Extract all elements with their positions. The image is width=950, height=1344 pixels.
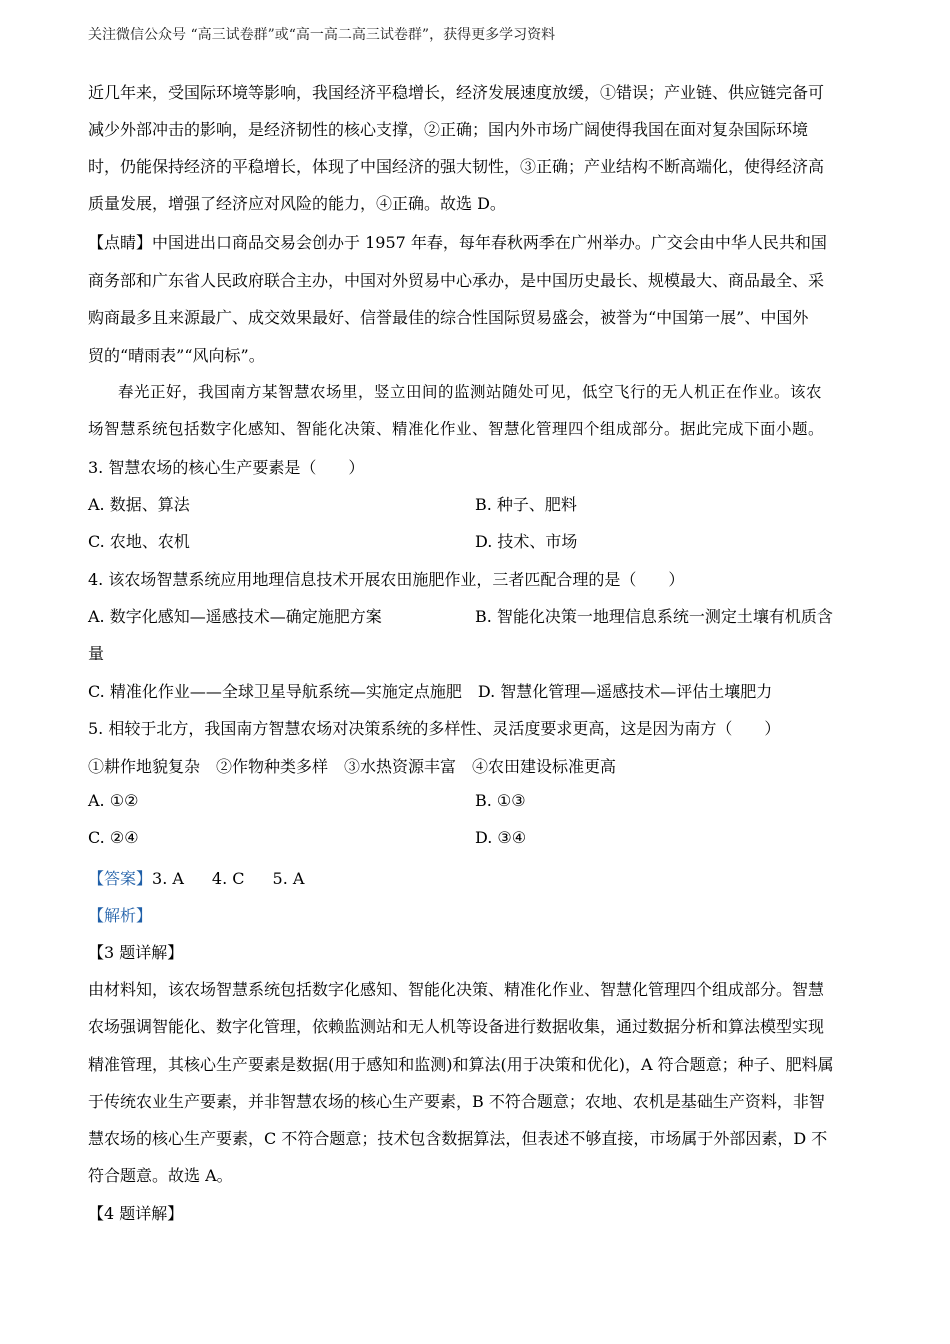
detail3-line-1: 由材料知，该农场智慧系统包括数字化感知、智能化决策、精准化作业、智慧化管理四个组成部分。智慧	[88, 980, 825, 999]
q5-stem: 5. 相较于北方，我国南方智慧农场对决策系统的多样性、灵活度要求更高，这是因为南方（ ）	[88, 719, 781, 738]
q5-option-b: B. ①③	[475, 791, 526, 810]
q3-stem: 3. 智慧农场的核心生产要素是（ ）	[88, 458, 365, 477]
dianjing-line-3: 购商最多且来源最广、成交效果最好、信誉最佳的综合性国际贸易盛会，被誉为“中国第一展”、中国外	[88, 308, 809, 327]
analysis-tag: 【解析】	[88, 906, 153, 925]
answer-5: 5. A	[272, 869, 305, 888]
answer-line	[88, 866, 868, 889]
answer-4: 4. C	[211, 869, 245, 888]
intro-line-4: 质量发展，增强了经济应对风险的能力，④正确。故选 D。	[88, 194, 506, 213]
q3-option-a: A. 数据、算法	[88, 495, 190, 514]
dianjing-line-4: 贸的“晴雨表”“风向标”。	[88, 346, 265, 365]
intro-line-2: 减少外部冲击的影响，是经济韧性的核心支撑，②正确；国内外市场广阔使得我国在面对复杂国际环境	[88, 120, 809, 139]
q3-option-c: C. 农地、农机	[88, 532, 190, 551]
q5-option-c: C. ②④	[88, 828, 139, 847]
intro-line-1: 近几年来，受国际环境等影响，我国经济平稳增长，经济发展速度放缓，①错误；产业链、供应链完备可	[88, 83, 825, 102]
detail3-line-2: 农场强调智能化、数字化管理，依赖监测站和无人机等设备进行数据收集，通过数据分析和算法模型实现	[88, 1017, 825, 1036]
detail3-line-4: 于传统农业生产要素，并非智慧农场的核心生产要素，B 不符合题意；农地、农机是基础生产资料，非智	[88, 1092, 825, 1111]
dianjing-tag: 【点睛】	[88, 233, 153, 252]
q4-option-a: A. 数字化感知—遥感技术—确定施肥方案	[88, 607, 382, 626]
material-line-1: 春光正好，我国南方某智慧农场里，竖立田间的监测站随处可见，低空飞行的无人机正在作业。该农	[118, 383, 823, 401]
q5-option-d: D. ③④	[475, 828, 527, 847]
intro-line-3: 时，仍能保持经济的平稳增长，体现了中国经济的强大韧性，③正确；产业结构不断高端化，使得经济高	[88, 157, 825, 176]
detail3-line-3: 精准管理，其核心生产要素是数据(用于感知和监测)和算法(用于决策和优化)，A 符合题意；种子、肥料属	[88, 1055, 834, 1074]
detail4-tag: 【4 题详解】	[88, 1204, 184, 1223]
q3-option-b: B. 种子、肥料	[475, 495, 577, 514]
q4-option-b: B. 智能化决策一地理信息系统一测定土壤有机质含	[475, 607, 833, 626]
material-line-2: 场智慧系统包括数字化感知、智能化决策、精准化作业、智慧化管理四个组成部分。据此完成下面小题。	[88, 420, 825, 438]
q5-option-a: A. ①②	[88, 791, 139, 810]
header-note: 关注微信公众号 “高三试卷群”或“高一高二高三试卷群”，获得更多学习资料	[88, 27, 556, 43]
dianjing-line-2: 商务部和广东省人民政府联合主办，中国对外贸易中心承办，是中国历史最长、规模最大、商品最全、采	[88, 271, 825, 290]
answer-tag: 【答案】	[88, 869, 153, 888]
q4-options-cd: C. 精准化作业——全球卫星导航系统—实施定点施肥 D. 智慧化管理—遥感技术—评估土壤肥力	[88, 682, 773, 701]
q4-option-b-cont: 量	[88, 644, 105, 663]
q3-option-d: D. 技术、市场	[475, 532, 578, 551]
dianjing-text-1: 中国进出口商品交易会创办于 1957 年春，每年春秋两季在广州举办。广交会由中华人民共和国	[152, 233, 827, 252]
detail3-line-5: 慧农场的核心生产要素，C 不符合题意；技术包含数据算法，但表述不够直接，市场属于外部因素，D 不	[88, 1129, 828, 1148]
q4-stem: 4. 该农场智慧系统应用地理信息技术开展农田施肥作业，三者匹配合理的是（ ）	[88, 570, 685, 589]
dianjing-line-1	[88, 230, 868, 253]
detail3-tag: 【3 题详解】	[88, 943, 184, 962]
q5-statements: ①耕作地貌复杂 ②作物种类多样 ③水热资源丰富 ④农田建设标准更高	[88, 757, 617, 776]
detail3-line-6: 符合题意。故选 A。	[88, 1166, 233, 1185]
answer-3: 3. A	[152, 869, 184, 888]
